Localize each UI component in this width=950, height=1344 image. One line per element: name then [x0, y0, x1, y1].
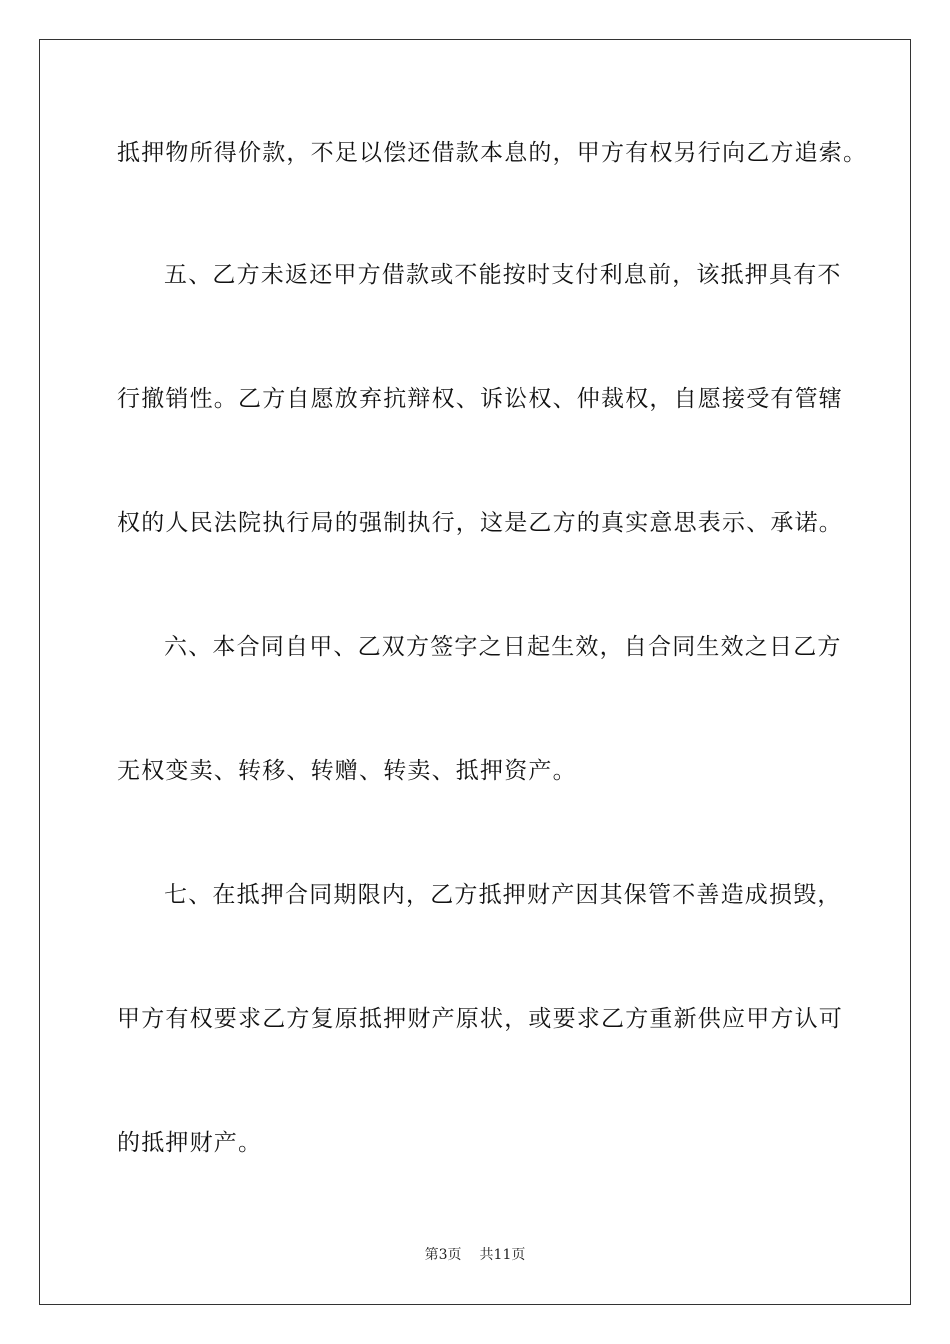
text-line-6: 无权变卖、转移、转赠、转卖、抵押资产。	[117, 758, 577, 784]
text-line-9: 的抵押财产。	[117, 1130, 263, 1156]
text-line-2: 五、乙方未返还甲方借款或不能按时支付利息前，该抵押具有不	[164, 262, 842, 288]
page-total: 共11页	[479, 1247, 526, 1263]
text-line-8: 甲方有权要求乙方复原抵押财产原状，或要求乙方重新供应甲方认可	[117, 1006, 843, 1032]
page-footer	[0, 1244, 950, 1264]
page-border	[39, 39, 911, 1305]
text-line-3: 行撤销性。乙方自愿放弃抗辩权、诉讼权、仲裁权，自愿接受有管辖	[117, 386, 843, 412]
text-line-1: 抵押物所得价款，不足以偿还借款本息的，甲方有权另行向乙方追索。	[117, 140, 868, 166]
text-line-4: 权的人民法院执行局的强制执行，这是乙方的真实意思表示、承诺。	[117, 510, 843, 536]
page-number: 第3页	[424, 1247, 462, 1263]
text-line-7: 七、在抵押合同期限内，乙方抵押财产因其保管不善造成损毁，	[164, 882, 842, 908]
text-line-5: 六、本合同自甲、乙双方签字之日起生效，自合同生效之日乙方	[164, 634, 842, 660]
